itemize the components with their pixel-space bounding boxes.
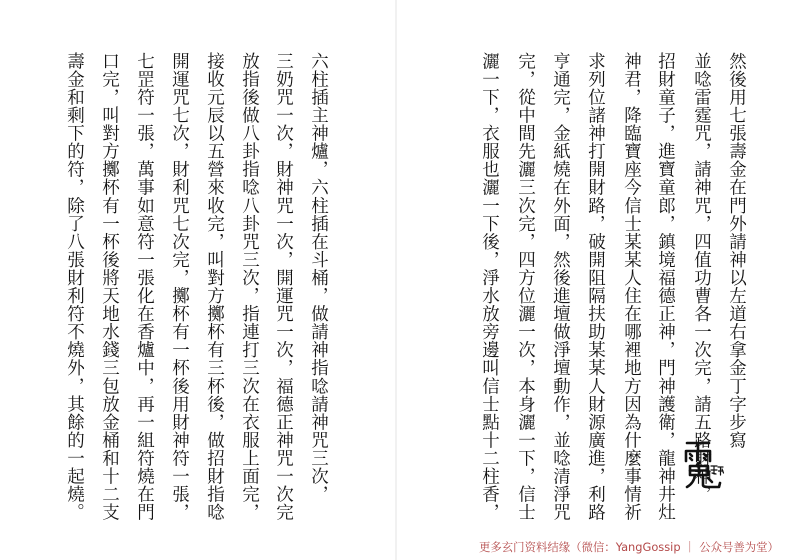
right-page-column-2: 並唸雷霆咒，請神咒，四值功曹各一次完，請五路財神， — [691, 52, 712, 504]
left-page — [0, 0, 396, 560]
left-page-column-1: 六柱插主神爐，六柱插在斗桶，做請神指唸請神咒三次， — [308, 52, 329, 504]
watermark-footer: 更多玄门资料结缘（微信：YangGossip ｜ 公众号善为堂） — [479, 540, 779, 554]
right-page-column-4: 神君，降臨寶座今信士某某人住在哪裡地方因為什麼事情祈 — [621, 52, 642, 522]
right-page — [397, 0, 793, 560]
right-page-column-6: 亨通完，金紙燒在外面，然後進壇做淨壇動作，並唸清淨咒 — [550, 52, 571, 522]
left-page-column-3: 放指後做八卦指唸八卦咒三次，指連打三次在衣服上面完， — [239, 52, 260, 522]
talisman-glyph-image — [679, 437, 727, 493]
right-page-column-3: 招財童子，進寶童郎，鎮境福德正神，門神護衛，龍神井灶 — [655, 52, 676, 522]
left-page-column-2: 三奶咒一次，財神咒一次，開運咒一次，福德正神咒一次完 — [273, 52, 294, 522]
left-page-column-8: 壽金和剩下的符，除了八張財利符不燒外，其餘的一起燒。 — [64, 52, 85, 522]
right-page-column-7: 完，從中間先灑三次完，四方位灑一次，本身灑一下，信士 — [515, 52, 536, 522]
right-page-column-1: 然後用七張壽金在門外請神以左道右拿金丁字步寫 — [726, 52, 747, 450]
right-page-column-8: 灑一下，衣服也灑一下後，淨水放旁邊叫信士點十二柱香， — [479, 52, 500, 522]
left-page-column-4: 接收元辰以五營來收完，叫對方擲杯有三杯後，做招財指唸 — [204, 52, 225, 522]
left-page-column-6: 七罡符一張，萬事如意符一張化在香爐中，再一組符燒在門 — [134, 52, 155, 522]
left-page-column-7: 口完，叫對方擲杯有一杯後將天地水錢三包放金桶和十二支 — [99, 52, 120, 522]
left-page-column-5: 開運咒七次，財利咒七次完，擲杯有一杯後用財神符一張， — [169, 52, 190, 522]
right-page-column-5: 求列位諸神打開財路，破開阻隔扶助某某人財源廣進，利路 — [585, 52, 606, 522]
